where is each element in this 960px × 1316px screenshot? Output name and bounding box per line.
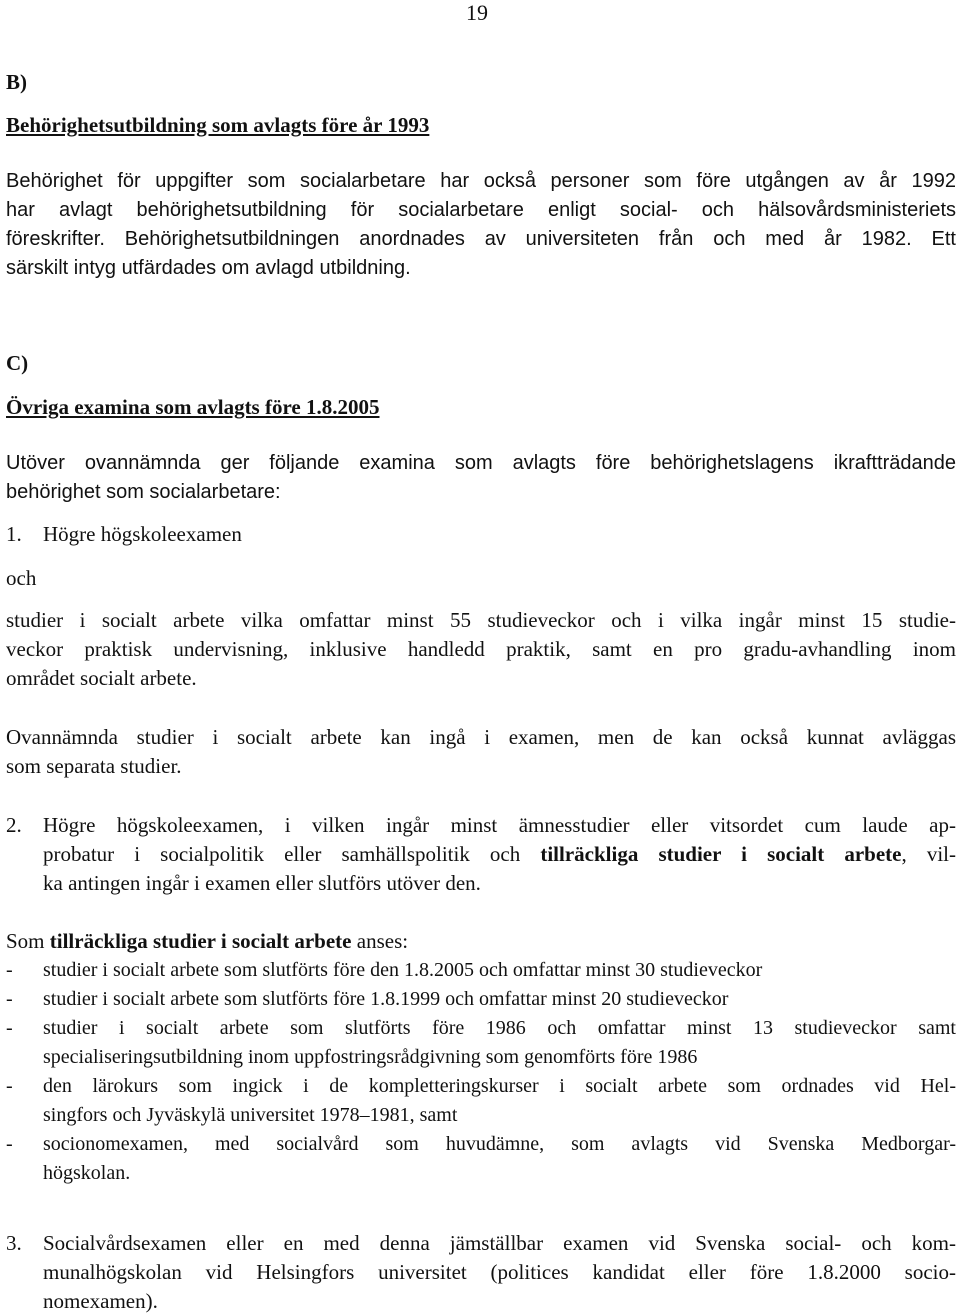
text-line: föreskrifter. Behörighetsutbildningen anordnades av universiteten från och med år 1982. Ett (6, 228, 956, 250)
list-item (6, 985, 956, 1014)
item-3 (6, 1229, 956, 1316)
text-line: munalhögskolan vid Helsingfors universitet (politices kandidat eller före 1.8.2000 socio- (43, 1260, 956, 1284)
text-line: studier i socialt arbete vilka omfattar minst 55 studieveckor och i vilka ingår minst 15 studie- (6, 608, 956, 632)
text-line: ka antingen ingår i examen eller slutförs utöver den. (43, 871, 481, 895)
text-line: veckor praktisk undervisning, inklusive handledd praktik, samt en pro gradu-avhandling inom (6, 637, 956, 661)
list-dash: - (6, 1017, 13, 1039)
text-line: Socialvårdsexamen eller en med denna jämställbar examen vid Svenska social- och kom- (43, 1231, 956, 1255)
text-line: Utöver ovannämnda ger följande examina som avlagts före behörighetslagens ikraftträdande (6, 452, 956, 474)
text-segment: , vil- (901, 842, 957, 866)
section-b-letter: B) (6, 70, 27, 94)
section-b-paragraph (6, 167, 956, 283)
section-c-letter: C) (6, 351, 29, 375)
text-line: studier i socialt arbete som slutförts före den 1.8.2005 och omfattar minst 30 studieveckor (43, 959, 763, 981)
text-line: högskolan. (43, 1162, 131, 1184)
text-line: Högre högskoleexamen, i vilken ingår minst ämnesstudier eller vitsordet cum laude ap- (43, 813, 956, 837)
list-dash: - (6, 959, 13, 981)
list-dash: - (6, 1075, 13, 1097)
item-1-studies (6, 606, 956, 693)
text-segment: anses: (351, 929, 409, 953)
page-number: 19 (466, 0, 488, 25)
list-dash: - (6, 988, 13, 1010)
item-1-note (6, 723, 956, 781)
text-line: behörighet som socialarbetare: (6, 481, 281, 503)
section-c-title: Övriga examina som avlagts före 1.8.2005 (6, 395, 380, 419)
text-line: singfors och Jyväskylä universitet 1978–1981, samt (43, 1104, 458, 1126)
list-item (6, 956, 956, 985)
list-item (6, 1072, 956, 1130)
bold-term: tillräckliga studier i socialt arbete (540, 842, 902, 866)
text-line: socionomexamen, med socialvård som huvudämne, som avlagts vid Svenska Medborgar- (43, 1133, 956, 1155)
item-3-number: 3. (6, 1231, 22, 1255)
sufficient-heading (6, 927, 956, 956)
text-line: den lärokurs som ingick i de kompletteringskurser i socialt arbete som ordnades vid Hel- (43, 1075, 956, 1097)
text-line: särskilt intyg utfärdades om avlagd utbildning. (6, 257, 411, 279)
text-segment: probatur i socialpolitik eller samhällspolitik och (43, 842, 541, 866)
item-1 (6, 520, 956, 549)
item-2-number: 2. (6, 813, 22, 837)
text-line: Behörighet för uppgifter som socialarbetare har också personer som före utgången av år 1992 (6, 170, 956, 192)
text-line: området socialt arbete. (6, 666, 197, 690)
item-1-text: Högre högskoleexamen (43, 522, 242, 546)
list-item (6, 1014, 956, 1072)
text-segment: Som (6, 929, 50, 953)
text-line: nomexamen). (43, 1289, 158, 1313)
item-2 (6, 811, 956, 898)
list-item (6, 1130, 956, 1188)
item-1-number: 1. (6, 522, 22, 546)
text-line: specialiseringsutbildning inom uppfostringsrådgivning som genomförts före 1986 (43, 1046, 698, 1068)
text-line: studier i socialt arbete som slutförts före 1.8.1999 och omfattar minst 20 studieveckor (43, 988, 729, 1010)
text-line: Ovannämnda studier i socialt arbete kan ingå i examen, men de kan också kunnat avläggas (6, 725, 956, 749)
text-line (43, 840, 956, 869)
text-line: studier i socialt arbete som slutförts före 1986 och omfattar minst 13 studieveckor samt (43, 1017, 956, 1039)
text-line: som separata studier. (6, 754, 182, 778)
list-dash: - (6, 1133, 13, 1155)
section-c-intro (6, 449, 956, 507)
text-line: har avlagt behörighetsutbildning för socialarbetare enligt social- och hälsovårdsministeriets (6, 199, 956, 221)
section-b-title: Behörighetsutbildning som avlagts före år 1993 (6, 113, 430, 137)
item-1-conjunction: och (6, 566, 37, 590)
bold-term: tillräckliga studier i socialt arbete (49, 929, 352, 953)
